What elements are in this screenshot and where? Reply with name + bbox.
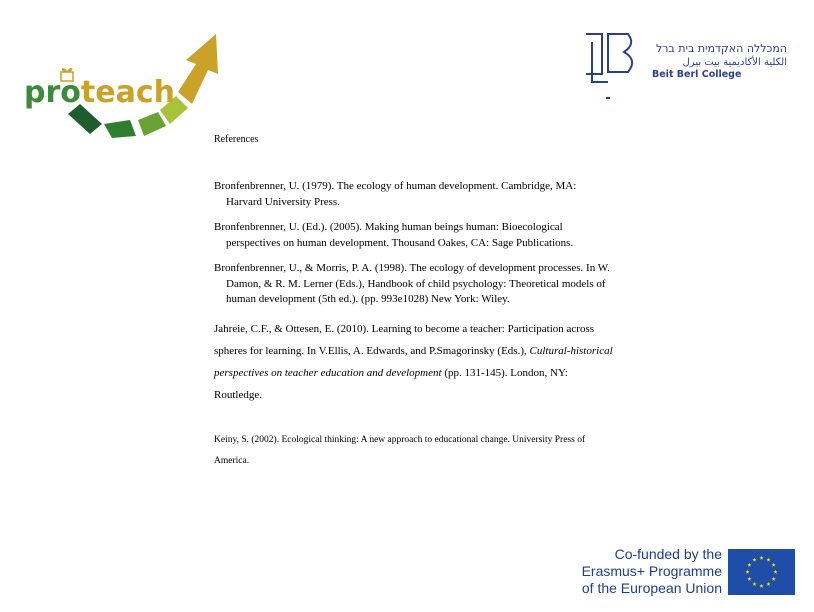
reference-4-end: (pp. 131-145). London, NY: Routledge. [214,366,568,401]
reference-4-text: Jahreie, C.F., & Ottesen, E. (2010). Learning to become a teacher: Participation across spheres for learning. In V.Ellis, A. Edwards, and P.Smagorinsky (Eds.), [214,322,595,357]
erasmus-funding [572,546,802,598]
erasmus-line-1: Co-funded by the [614,546,722,562]
beit-berl-hebrew: המכללה האקדמית בית ברל [655,42,787,55]
references-section [214,134,614,472]
reference-4-title: Cultural-historical perspectives on teacher education and development [214,344,613,379]
arrow-segment-2 [104,120,136,138]
erasmus-line-2: Erasmus+ Programme [581,563,722,579]
proteach-logo-graphic [20,30,240,142]
proteach-wordmark: proteach [24,75,175,110]
reference-5: Keiny, S. (2002). Ecological thinking: A new approach to educational change. University Press of America. [214,434,586,466]
erasmus-text [572,546,722,597]
eu-flag-icon [728,549,795,595]
beit-berl-logo [580,30,810,110]
beit-berl-english: Beit Berl College [652,69,742,80]
reference-1: Bronfenbrenner, U. (1979). The ecology of human development. Cambridge, MA: Harvard University Press. [214,180,577,208]
arrow-head [178,34,218,104]
beit-berl-mark-icon [580,30,640,106]
reference-2: Bronfenbrenner, U. (Ed.). (2005). Making human beings human: Bioecological perspectives on human development. Thousand Oakes, CA: Sage Publications. [214,221,574,249]
reference-3: Bronfenbrenner, U., & Morris, P. A. (1998). The ecology of development processes. In W. Damon, & R. M. Lerner (Eds.), Handbook of child psychology: Theoretical models of human development (5th ed.). (pp. 993e1028) New York: Wiley. [214,262,610,305]
reference-4 [214,318,614,406]
arrow-segment-3 [138,112,166,136]
erasmus-line-3: of the European Union [581,580,722,596]
beit-berl-arabic: الكلية الأكاديمية بيت بيرل [682,57,787,68]
proteach-logo [20,30,240,142]
references-heading: References [214,134,259,145]
beit-berl-text [652,42,787,81]
